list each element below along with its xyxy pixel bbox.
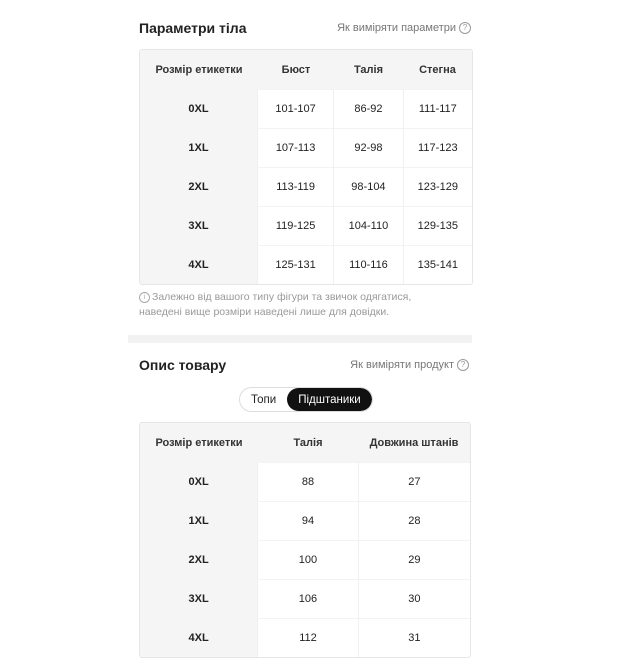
table-header-row bbox=[140, 50, 472, 89]
how-to-measure-params-label: Як виміряти параметри bbox=[337, 22, 456, 34]
waist-cell: 98-104 bbox=[333, 167, 402, 206]
product-type-toggle[interactable] bbox=[239, 387, 373, 412]
tab-tops[interactable]: Топи bbox=[251, 393, 277, 406]
table-row bbox=[140, 501, 470, 540]
waist-cell: 88 bbox=[257, 462, 357, 501]
section-divider bbox=[128, 335, 472, 343]
product-desc-header bbox=[139, 357, 469, 373]
col-header-waist: Талія bbox=[258, 423, 358, 462]
hips-cell: 135-141 bbox=[403, 245, 472, 284]
size-reference-note bbox=[139, 290, 469, 320]
size-cell: 4XL bbox=[140, 245, 257, 284]
body-params-title: Параметри тіла bbox=[139, 20, 247, 36]
question-icon: ? bbox=[457, 359, 469, 371]
size-cell: 0XL bbox=[140, 462, 257, 501]
hips-cell: 129-135 bbox=[403, 206, 472, 245]
waist-cell: 92-98 bbox=[333, 128, 402, 167]
table-row bbox=[140, 540, 470, 579]
product-desc-table bbox=[139, 422, 471, 658]
table-row bbox=[140, 579, 470, 618]
product-desc-title: Опис товару bbox=[139, 357, 227, 373]
bust-cell: 125-131 bbox=[257, 245, 333, 284]
note-line-2: наведені вище розміри наведені лише для довідки. bbox=[139, 306, 390, 318]
how-to-measure-product-label: Як виміряти продукт bbox=[350, 359, 454, 371]
bust-cell: 107-113 bbox=[257, 128, 333, 167]
size-cell: 3XL bbox=[140, 206, 257, 245]
table-row bbox=[140, 462, 470, 501]
body-params-table bbox=[139, 49, 473, 285]
pants-length-cell: 27 bbox=[358, 462, 470, 501]
pants-length-cell: 29 bbox=[358, 540, 470, 579]
waist-cell: 110-116 bbox=[333, 245, 402, 284]
pants-length-cell: 30 bbox=[358, 579, 470, 618]
tab-panties[interactable]: Підштаники bbox=[287, 388, 372, 411]
size-cell: 1XL bbox=[140, 128, 257, 167]
question-icon: ? bbox=[459, 22, 471, 34]
bust-cell: 119-125 bbox=[257, 206, 333, 245]
waist-cell: 94 bbox=[257, 501, 357, 540]
size-cell: 2XL bbox=[140, 540, 257, 579]
table-row bbox=[140, 89, 472, 128]
hips-cell: 111-117 bbox=[403, 89, 472, 128]
hips-cell: 117-123 bbox=[403, 128, 472, 167]
pants-length-cell: 28 bbox=[358, 501, 470, 540]
body-params-header bbox=[139, 20, 471, 36]
col-header-size: Розмір етикетки bbox=[140, 423, 258, 462]
table-header-row bbox=[140, 423, 470, 462]
size-cell: 1XL bbox=[140, 501, 257, 540]
size-cell: 0XL bbox=[140, 89, 257, 128]
size-cell: 3XL bbox=[140, 579, 257, 618]
col-header-bust: Бюст bbox=[258, 50, 334, 89]
waist-cell: 104-110 bbox=[333, 206, 402, 245]
table-row bbox=[140, 167, 472, 206]
col-header-size: Розмір етикетки bbox=[140, 50, 258, 89]
waist-cell: 86-92 bbox=[333, 89, 402, 128]
pants-length-cell: 31 bbox=[358, 618, 470, 657]
hips-cell: 123-129 bbox=[403, 167, 472, 206]
table-row bbox=[140, 618, 470, 657]
how-to-measure-params-link[interactable] bbox=[337, 22, 471, 34]
note-line-1: Залежно від вашого типу фігури та звичок одягатися, bbox=[152, 291, 412, 303]
size-cell: 4XL bbox=[140, 618, 257, 657]
col-header-pants-length: Довжина штанів bbox=[358, 423, 470, 462]
table-row bbox=[140, 128, 472, 167]
bust-cell: 101-107 bbox=[257, 89, 333, 128]
bust-cell: 113-119 bbox=[257, 167, 333, 206]
col-header-waist: Талія bbox=[334, 50, 403, 89]
waist-cell: 100 bbox=[257, 540, 357, 579]
how-to-measure-product-link[interactable] bbox=[350, 359, 469, 371]
size-cell: 2XL bbox=[140, 167, 257, 206]
col-header-hips: Стегна bbox=[403, 50, 472, 89]
table-row bbox=[140, 206, 472, 245]
waist-cell: 112 bbox=[257, 618, 357, 657]
info-icon: i bbox=[139, 292, 150, 303]
waist-cell: 106 bbox=[257, 579, 357, 618]
table-row bbox=[140, 245, 472, 284]
